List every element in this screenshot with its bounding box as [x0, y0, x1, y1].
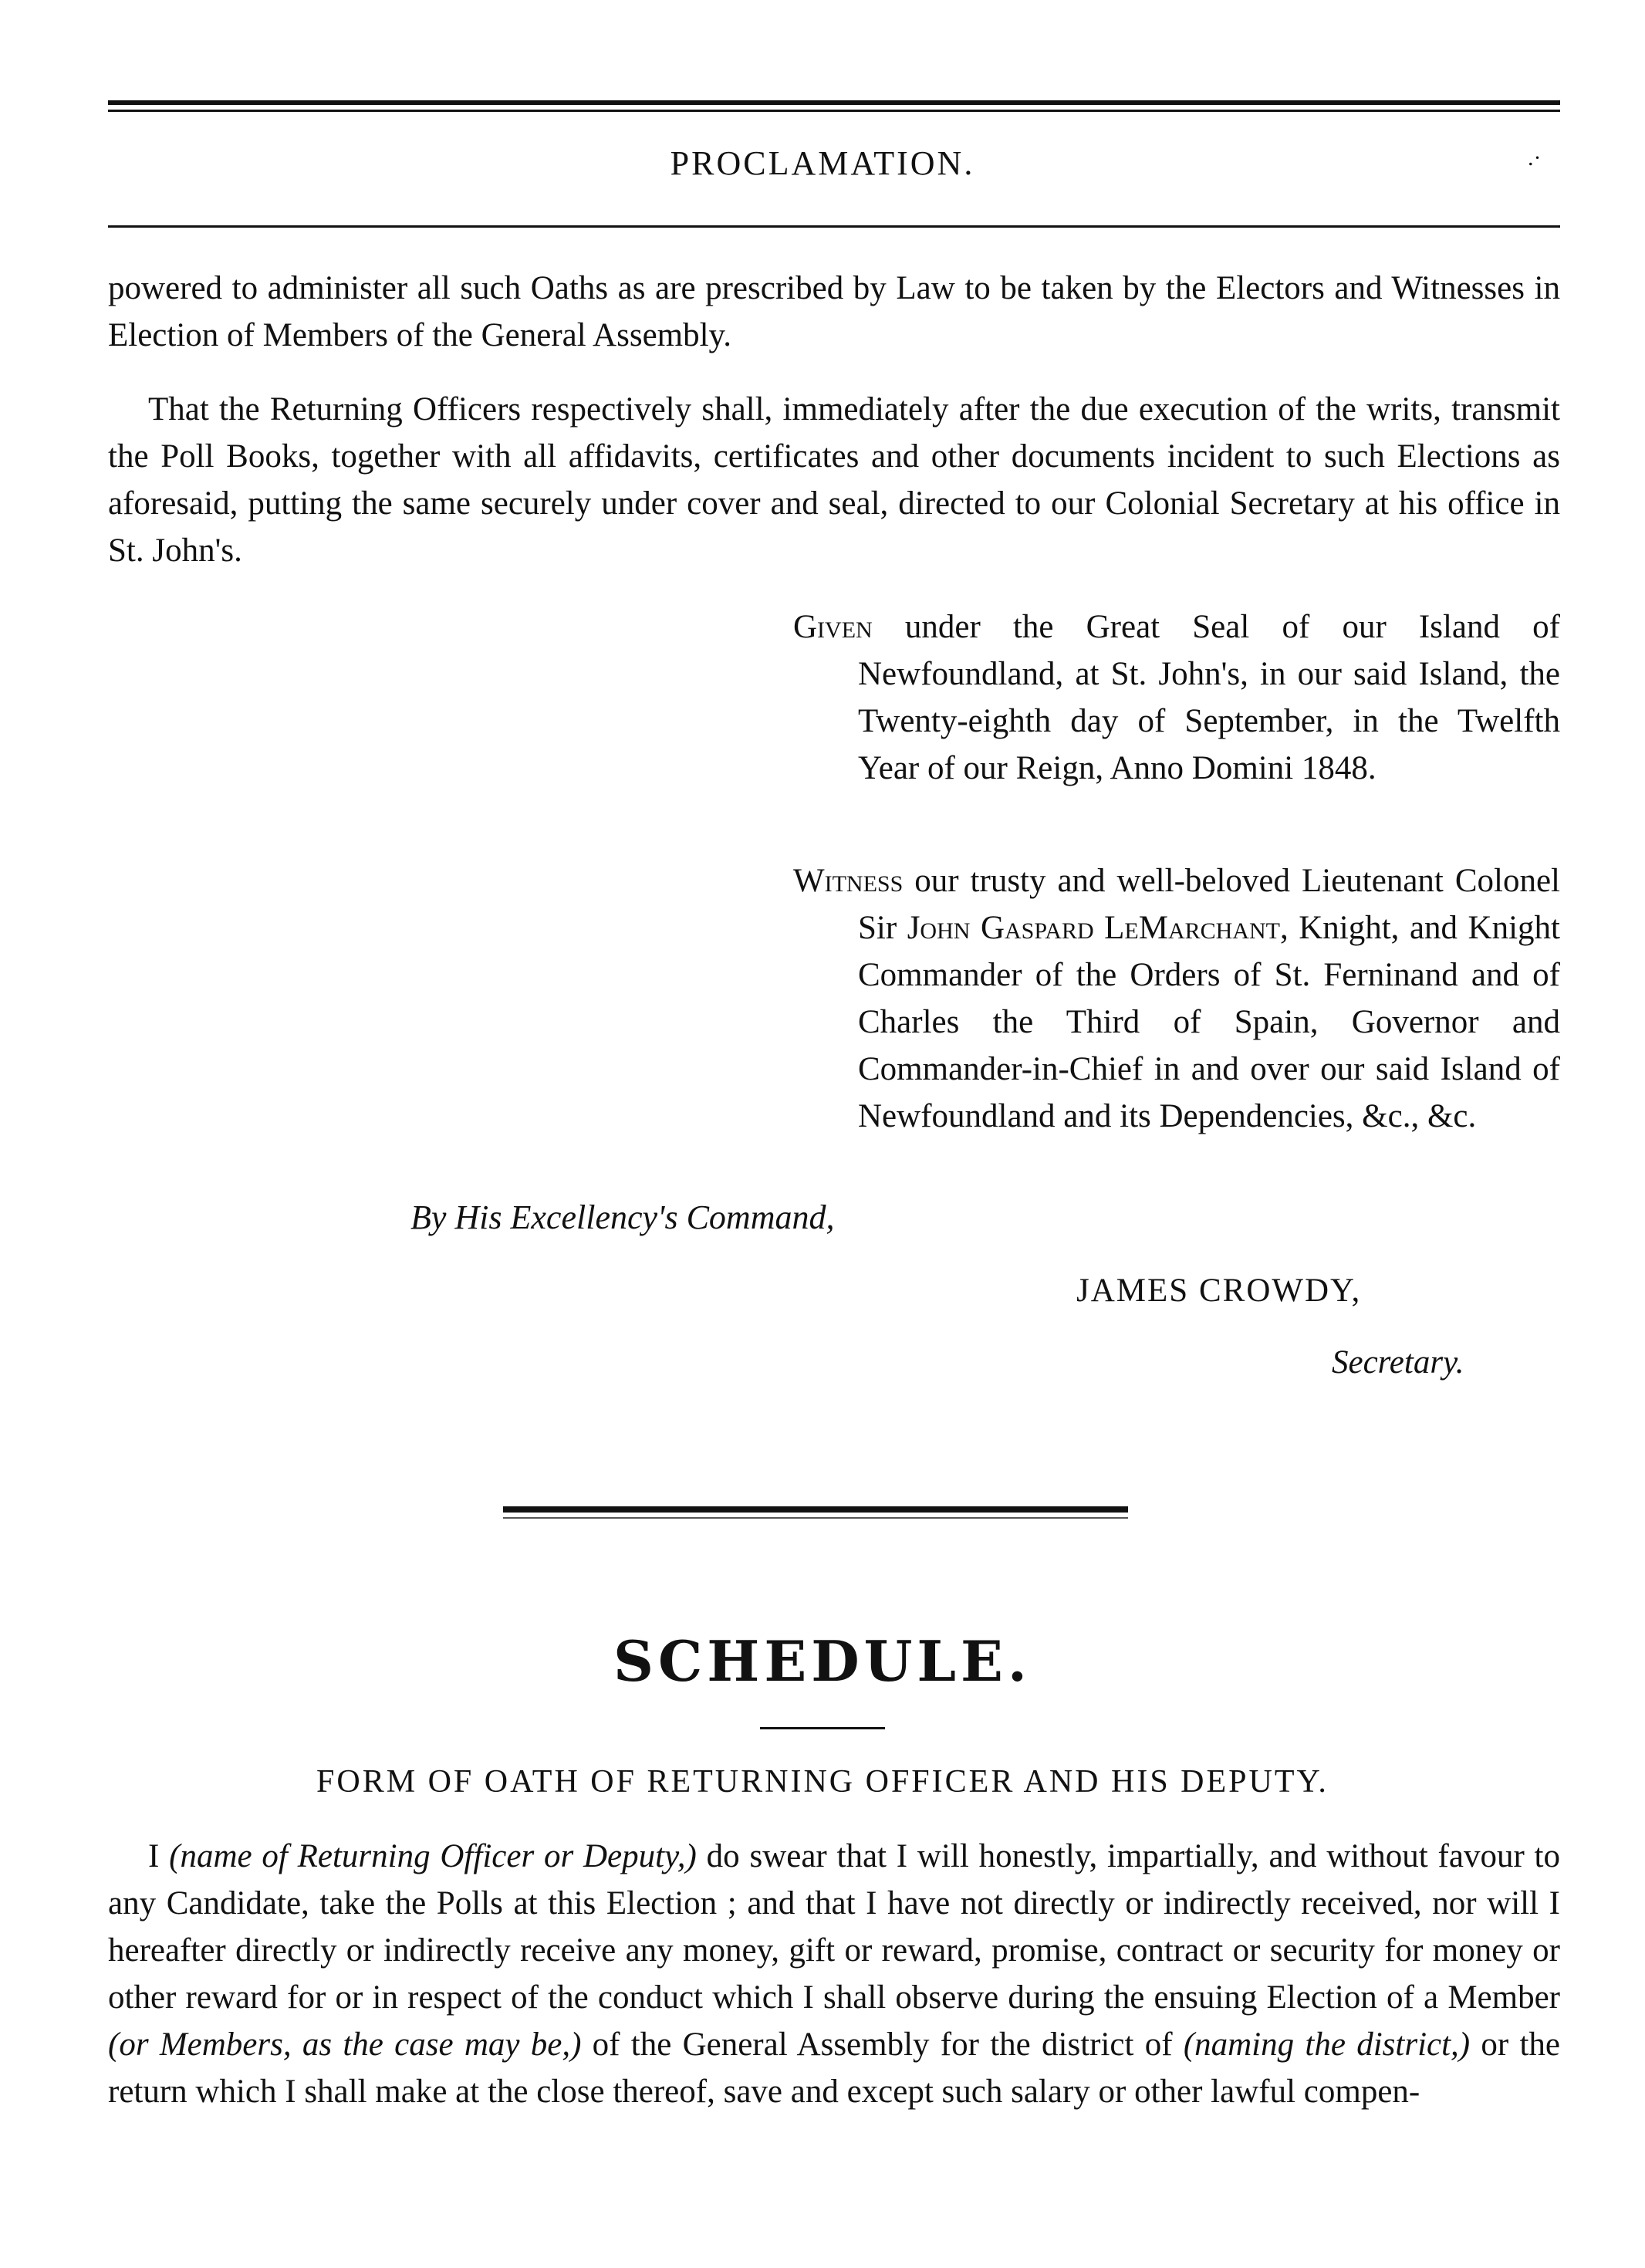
- oath-paragraph: [108, 1833, 1560, 2115]
- given-text: under the Great Seal of our Island of Newfoundland, at St. John's, in our said Island, the Twenty-eighth day of September, in the Twelfth Year of our Reign, Anno Domini 1848.: [858, 609, 1560, 786]
- header-rule-top-thin: [108, 110, 1560, 112]
- corner-mark: .·: [1528, 145, 1542, 171]
- schedule-title: SCHEDULE.: [613, 1628, 1032, 1694]
- oath-text-4: or the return which I shall make at the close thereof, save and except such salary or other lawful compen-: [108, 2026, 1561, 2110]
- form-of-oath-title: FORM OF OATH OF RETURNING OFFICER AND HIS DEPUTY.: [316, 1764, 1329, 1800]
- oath-text-3: of the General Assembly for the district of: [581, 2026, 1184, 2063]
- signer-name: JAMES CROWDY,: [1076, 1273, 1362, 1309]
- section-divider-thin: [503, 1517, 1128, 1519]
- oath-instruction-officer: (name of Returning Officer or Deputy,): [169, 1838, 697, 1874]
- running-header-title: PROCLAMATION.: [670, 144, 975, 182]
- command-line: By His Excellency's Command,: [410, 1198, 835, 1236]
- given-lead: Given: [793, 609, 873, 645]
- witness-text-2: , Knight, and Knight Commander of the Orders of St. Ferninand and of Charles the Third of Spain, Governor and Commander-in-Chief in and over our said Island of Newfoundland and its Dependencies, &c., &c.: [858, 910, 1560, 1134]
- oath-text-1: I: [148, 1838, 170, 1874]
- signer-title: Secretary.: [1332, 1344, 1464, 1381]
- paragraph-returning-officers: That the Returning Officers respectively shall, immediately after the due execution of the writs, transmit the Poll Books, together with all affidavits, certificates and other documents incident to such Elections as aforesaid, putting the same securely under cover and seal, directed to our Colonial Secretary at his office in St. John's.: [108, 391, 1560, 569]
- paragraph-oaths: powered to administer all such Oaths as are prescribed by Law to be taken by the Electors and Witnesses in Election of Members of the General Assembly.: [108, 270, 1560, 353]
- header-rule-bottom: [108, 225, 1560, 228]
- header-rule-top-thick: [108, 100, 1560, 105]
- witness-text-1: our trusty and well-beloved Lieutenant Colonel Sir: [858, 863, 1560, 946]
- witness-clause: [793, 857, 1560, 1140]
- witness-lead: Witness: [793, 863, 904, 899]
- oath-instruction-district: (naming the district,): [1183, 2026, 1471, 2063]
- oath-text-2: do swear that I will honestly, impartially, and without favour to any Candidate, take the Polls at this Election ; and that I have not directly or indirectly received, nor will I hereafter directly or indirectly receive any money, gift or reward, promise, contract or security for money or other reward for or in respect of the conduct which I shall observe during the ensuing Election of a Member: [108, 1838, 1560, 2016]
- given-clause: [793, 603, 1560, 792]
- schedule-title-underline: [760, 1727, 885, 1729]
- witness-governor-name: John Gaspard LeMarchant: [907, 910, 1280, 946]
- section-divider-thick: [503, 1506, 1128, 1513]
- oath-instruction-members: (or Members, as the case may be,): [108, 2026, 582, 2063]
